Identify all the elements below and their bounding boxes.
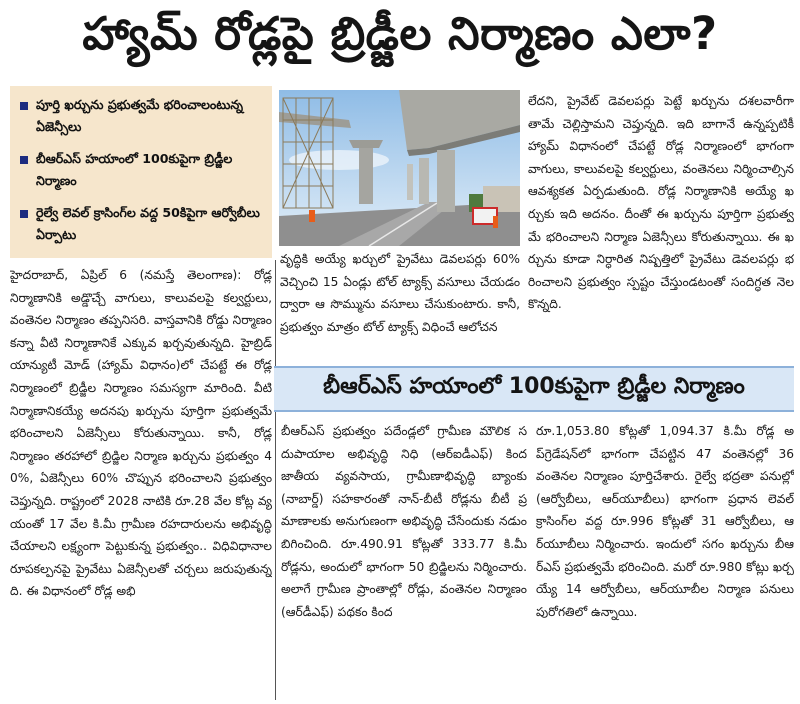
article-text: రూ.1,053.80 కోట్లతో 1,094.37 కి.మీ రోడ్ల అప్‌గ్రెడేషన్‌లో భాగంగా చేపట్టిన 47 వంతెనల్లో 36 వంతెనల నిర్మాణం పూర్తిచేశారు. రైల్వే భద్రతా పనుల్లో (ఆర్వోబీలు, ఆర్‌యూబీలు) భాగంగా ప్రధాన లెవల్ క్రాసింగ్‌ల వద్ద రూ.996 కోట్లతో 31 ఆర్వోబీలు, ఆర్‌యూబీలు నిర్మించారు. ఇందులో సగం ఖర్చును బీఆర్ఎస్ ప్రభుత్వమే భరించింది. మరో రూ.980 కోట్లు ఖర్చయ్యే 14 ఆర్వోబీలు, ఆర్‌యూబీల నిర్మాణ పనులు పురోగతిలో ఉన్నాయి. — [536, 424, 794, 619]
right-column — [528, 90, 794, 362]
square-bullet-icon — [20, 156, 28, 164]
left-column — [10, 264, 272, 700]
column-divider — [275, 260, 276, 700]
middle-column — [280, 248, 520, 362]
subheadline: బీఆర్ఎస్ హయాంలో 100కుపైగా బ్రిడ్జీల నిర్మాణం — [274, 366, 794, 412]
headline: హ్యామ్ రోడ్లపై బ్రిడ్జీల నిర్మాణం ఎలా? — [82, 7, 718, 60]
highlight-item — [18, 148, 264, 192]
highlight-item — [18, 94, 264, 138]
article-text: బీఆర్ఎస్ ప్రభుత్వం పదేండ్లలో గ్రామీణ మౌలిక సదుపాయాల అభివృద్ధి నిధి (ఆర్ఐడీఎఫ్) కింద జాతీయ వ్యవసాయ, గ్రామీణాభివృద్ధి బ్యాంకు (నాబార్డ్) సహకారంతో నాన్-బీటీ రోడ్లను బీటీ ప్రమాణాలకు అనుగుణంగా అభివృద్ధి చేసేందుకు నడుం బిగించింది. రూ.490.91 కోట్లతో 333.77 కి.మీ రోడ్లను, అందులో భాగంగా 50 బ్రిడ్జిలను నిర్మించారు. అలాగే గ్రామీణ ప్రాంతాల్లో రోడ్లు, వంతెనల నిర్మాణం (ఆర్‌డీఎఫ్) పథకం కింద — [281, 424, 527, 619]
article-text: వృద్ధికి అయ్యే ఖర్చులో ప్రైవేటు డెవలపర్లు 60% వెచ్చించి 15 ఏండ్లు టోల్ ట్యాక్స్ వసూలు చేయడం ద్వారా ఆ సొమ్మును వసూలు చేసుకుంటారు. కానీ, ప్రభుత్వం మాత్రం టోల్ ట్యాక్స్ విధించే ఆలోచన — [280, 252, 520, 334]
highlight-text: రైల్వే లెవల్ క్రాసింగ్‌ల వద్ద 50కిపైగా ఆర్వోబీలు ఏర్పాటు — [36, 205, 260, 242]
article-text: హైదరాబాద్, ఏప్రిల్ 6 (నమస్తే తెలంగాణ): రోడ్ల నిర్మాణానికి అడ్డొచ్చే వాగులు, కాలువలపై కల్వర్టులు, వంతెనల నిర్మాణం తప్పనిసరి. వాస్తవానికి రోడ్డు నిర్మాణం కన్నా వీటి నిర్మాణానికే ఎక్కువ ఖర్చవుతున్నది. హైబ్రిడ్ యాన్యుటీ మోడ్ (హ్యామ్ విధానం)లో చేపట్టే ఈ రోడ్ల నిర్మాణంలో బ్రిడ్జీల నిర్మాణం సమస్యగా మారింది. వీటి నిర్మాణానికయ్యే అదనపు ఖర్చును పూర్తిగా ప్రభుత్వమే భరించాలని ఏజెన్సీలు కోరుతున్నాయి. కానీ, రోడ్ల నిర్మాణం తరహాలో బ్రిడ్జిల నిర్మాణ ఖర్చును ప్రభుత్వం 40%, ఏజెన్సీలు 60% చొప్పున భరించాలని ప్రభుత్వం చెప్తున్నది. రాష్ట్రంలో 2028 నాటికి రూ.28 వేల కోట్ల వ్యయంతో 17 వేల కి.మీ గ్రామీణ రహదారులను అభివృద్ధి చేయాలని లక్ష్యంగా పెట్టుకున్న ప్రభుత్వం.. విధివిధానాల రూపకల్పనపై ప్రైవేటు ఏజెన్సీలతో చర్చలు జరుపుతున్నది. ఈ విధానంలో రోడ్ల అభి — [10, 268, 272, 599]
bottom-left-column — [281, 420, 527, 700]
highlights-box — [10, 86, 272, 258]
highlight-text: పూర్తి ఖర్చును ప్రభుత్వమే భరించాలంటున్న ఏజెన్సీలు — [36, 97, 243, 134]
bottom-right-column — [536, 420, 794, 700]
bridge-construction-photo — [279, 90, 520, 246]
square-bullet-icon — [20, 102, 28, 110]
highlight-item — [18, 202, 264, 246]
square-bullet-icon — [20, 210, 28, 218]
highlight-text: బీఆర్ఎస్ హయాంలో 100కుపైగా బ్రిడ్జీల నిర్మాణం — [36, 151, 233, 188]
article-text: లేదని, ప్రైవేట్ డెవలపర్లు పెట్టే ఖర్చును దశలవారీగా తామే చెల్లిస్తామని చెప్తున్నది. ఇది బాగానే ఉన్నప్పటికీ హ్యామ్ విధానంలో చేపట్టే రోడ్ల నిర్మాణంలో భాగంగా వాగులు, కాలువలపై కల్వర్టులు, వంతెనలు నిర్మించాల్సిన ఆవశ్యకత ఏర్పడుతుంది. రోడ్ల నిర్మాణానికి అయ్యే ఖర్చుకు ఇది అదనం. దీంతో ఈ ఖర్చును పూర్తిగా ప్రభుత్వమే భరించాలని నిర్మాణ ఏజెన్సీలు కోరుతున్నాయి. ఈ ఖర్చును కూడా నిర్ధారిత నిష్పత్తిలో ప్రైవేటు డెవలపర్లు భరించాలని ప్రభుత్వం స్పష్టం చేస్తుండటంతో సందిగ్ధత నెలకొన్నది. — [528, 94, 794, 312]
